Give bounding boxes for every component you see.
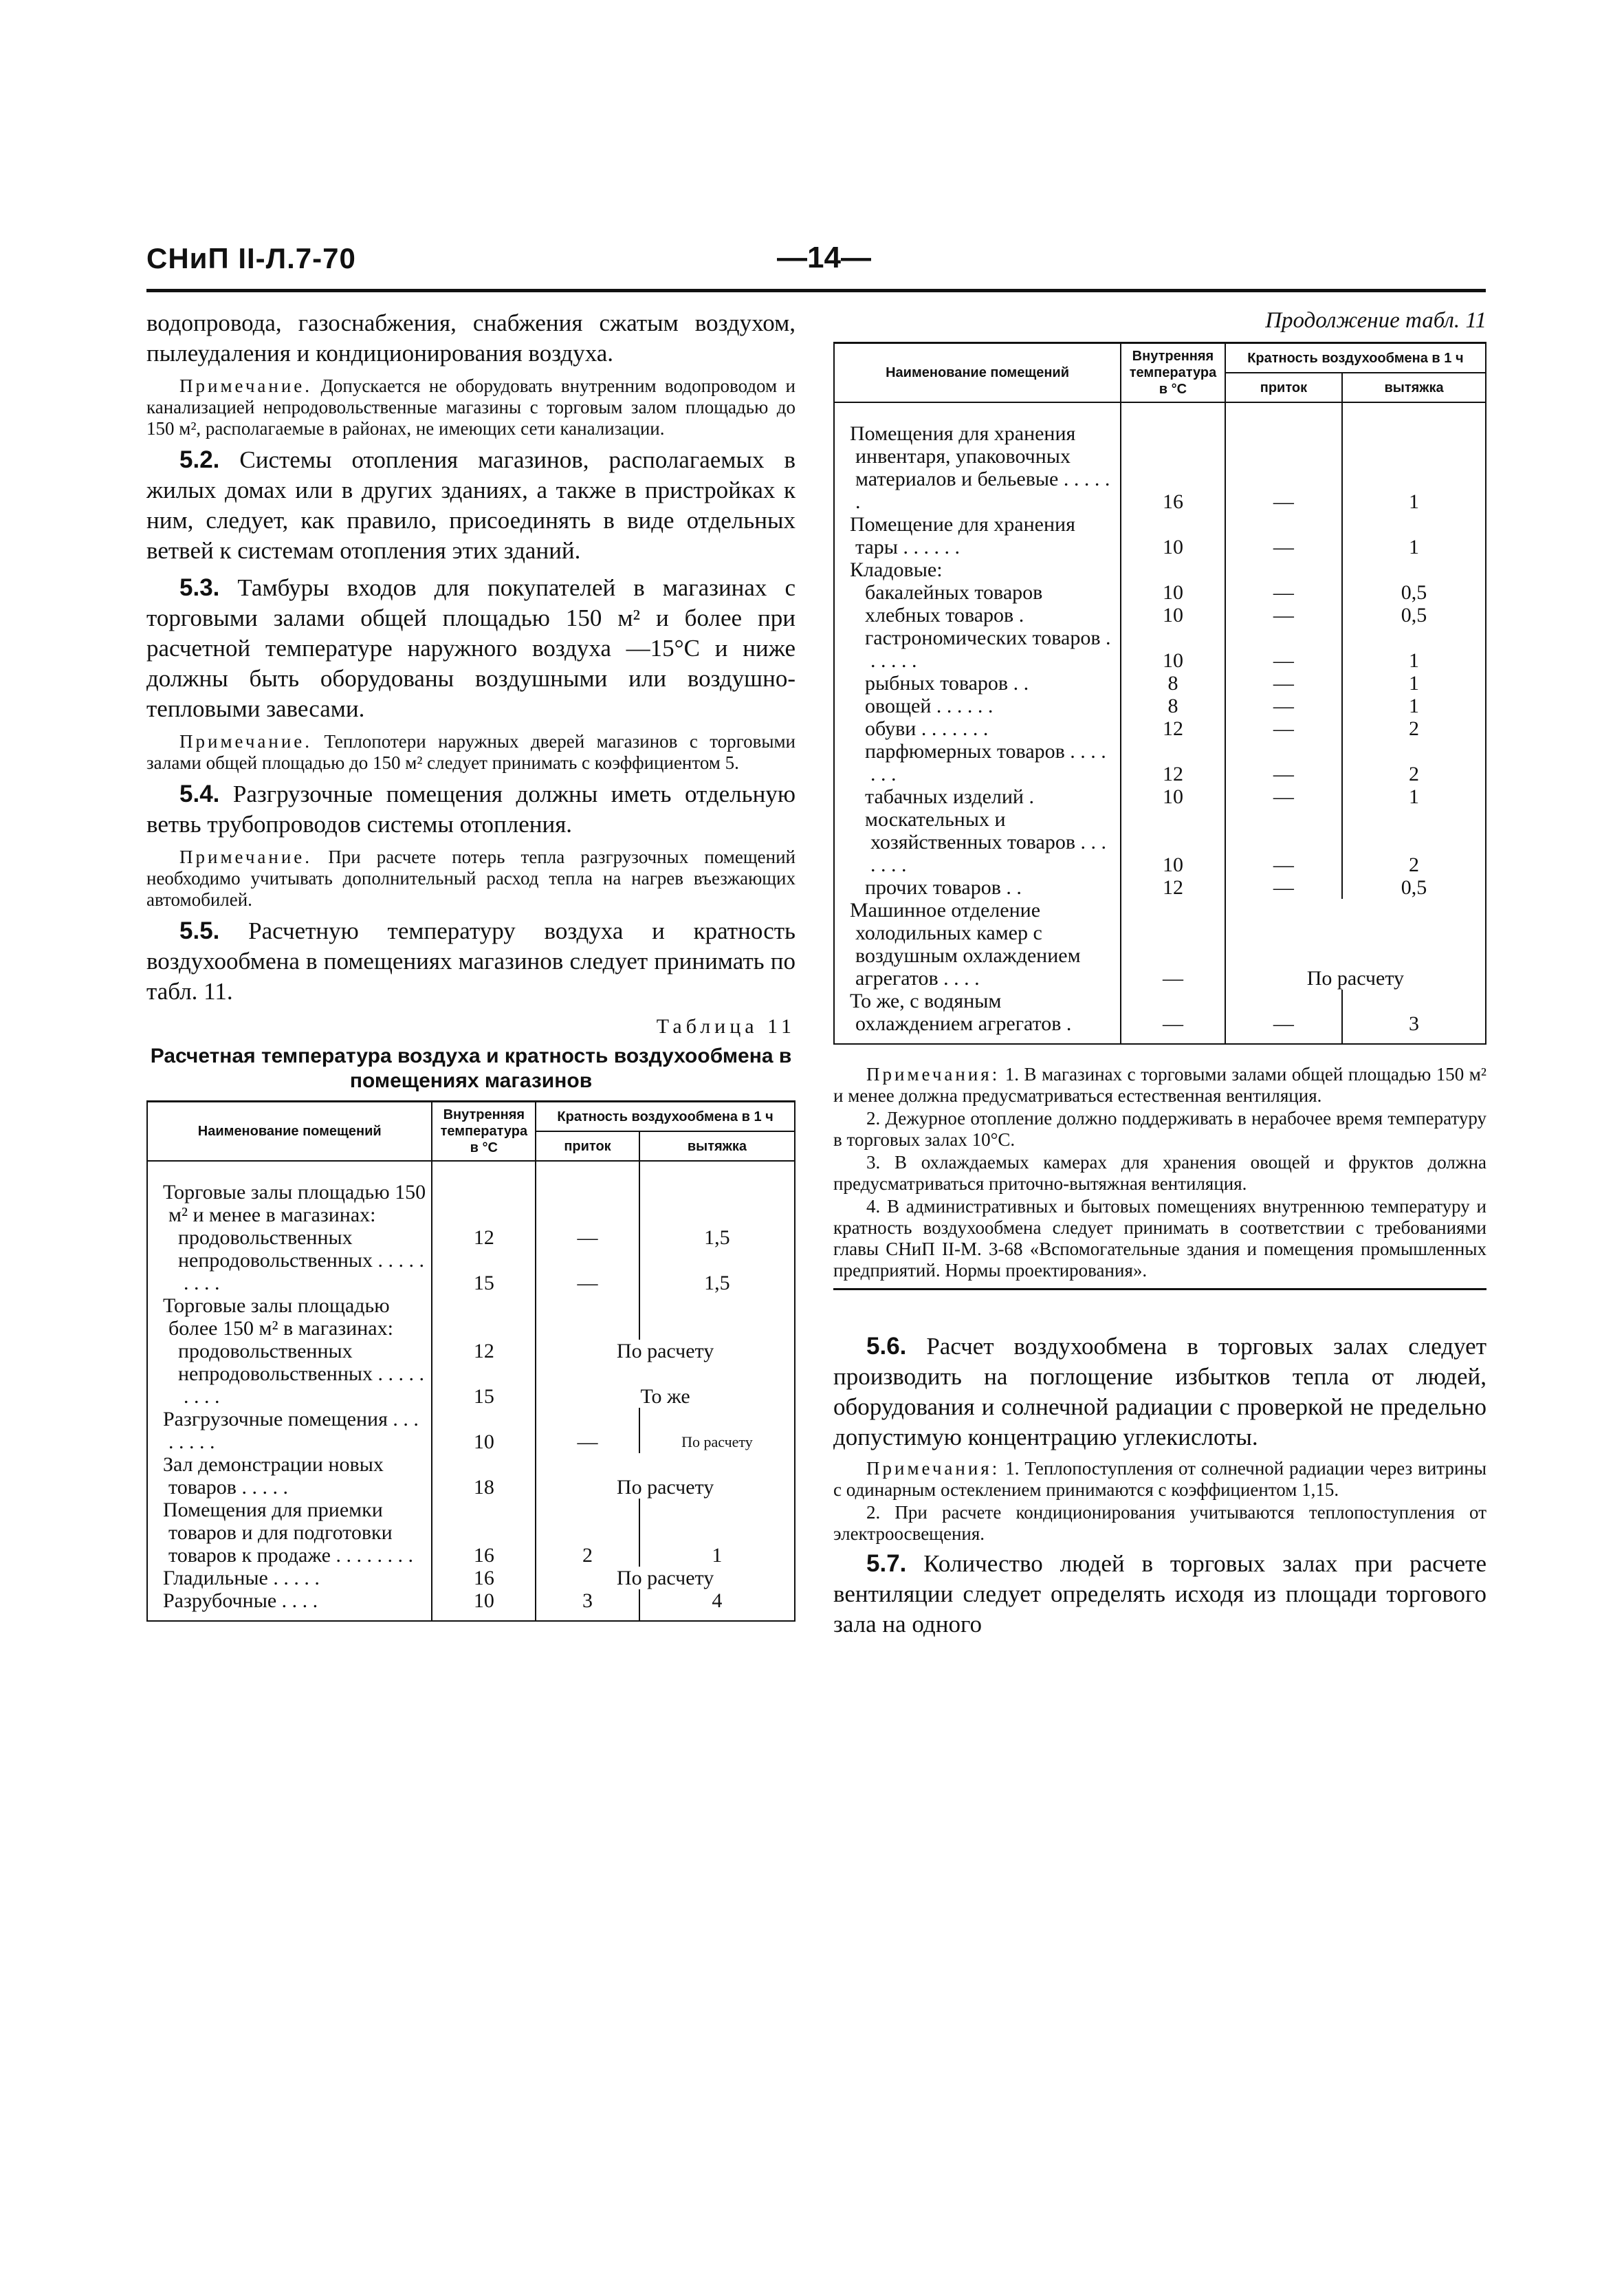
supply-cell: — — [1225, 513, 1342, 558]
col-header-name: Наименование помещений — [147, 1102, 432, 1162]
section-5-3 — [146, 573, 795, 724]
room-name: То же, с водяным охлаждением агрегатов . — [834, 990, 1121, 1044]
temperature-cell: 12 — [432, 1340, 536, 1362]
exhaust-cell: 4 — [639, 1589, 795, 1621]
section-5-4 — [146, 779, 795, 840]
table-row — [834, 785, 1486, 808]
room-name: непродовольственных . . . . . . . . . — [147, 1249, 432, 1294]
table-row — [147, 1453, 795, 1499]
temperature-cell: 16 — [432, 1567, 536, 1589]
supply-cell: — — [1225, 672, 1342, 695]
room-name: Торговые залы площадью более 150 м² в магазинах: — [147, 1294, 432, 1340]
section-5-7 — [833, 1549, 1486, 1640]
table-row — [147, 1226, 795, 1249]
supply-cell: — — [1225, 717, 1342, 740]
room-name: овощей . . . . . . — [834, 695, 1121, 717]
note-text: Теплопотери наружных дверей магазинов с торговыми залами общей площадью до 150 м² следует принимать с коэффициентом 5. — [146, 731, 795, 773]
col-header-supply: приток — [536, 1131, 639, 1161]
note-text: При расчете потерь тепла разгрузочных помещений необходимо учитывать дополнительный расход тепла на нагрев въезжающих автомобилей. — [146, 847, 795, 910]
exhaust-cell: 1,5 — [639, 1226, 795, 1249]
room-name: хлебных товаров . — [834, 604, 1121, 627]
supply-cell: — — [1225, 581, 1342, 604]
supply-cell: — — [1225, 808, 1342, 876]
exhaust-cell: 2 — [1342, 740, 1486, 785]
room-name: Торговые залы площадью 150 м² и менее в магазинах: — [147, 1161, 432, 1226]
supply-cell: — — [1225, 740, 1342, 785]
temperature-cell: 12 — [432, 1226, 536, 1249]
table-row — [834, 604, 1486, 627]
table-11-part-2 — [833, 342, 1486, 1045]
supply-cell: — — [1225, 402, 1342, 513]
temperature-cell: 10 — [1121, 808, 1225, 876]
table-note-3: 3. В охлаждаемых камерах для хранения овощей и фруктов должна предусматриваться приточно-вытяжная вентиляция. — [833, 1152, 1486, 1194]
exhaust-cell — [1342, 558, 1486, 581]
table-row — [834, 717, 1486, 740]
header-rule — [146, 289, 1486, 292]
note-label: Примечание. — [179, 847, 313, 867]
section-number: 5.3. — [179, 574, 220, 601]
col-header-rate: Кратность воздухообмена в 1 ч — [1225, 343, 1486, 373]
temperature-cell: — — [1121, 990, 1225, 1044]
supply-cell: — — [1225, 604, 1342, 627]
note-5-3 — [146, 731, 795, 774]
exhaust-cell: 1 — [1342, 695, 1486, 717]
section-text: Системы отопления магазинов, располагаемых в жилых домах или в других зданиях, а также в пристройках к ним, следует, как правило, присоединять в виде отдельных ветвей к системам отопления этих зданий. — [146, 446, 795, 564]
supply-cell: — — [536, 1408, 639, 1453]
table-row — [147, 1249, 795, 1294]
room-name: продовольственных — [147, 1226, 432, 1249]
room-name: Кладовые: — [834, 558, 1121, 581]
temperature-cell: 10 — [1121, 604, 1225, 627]
temperature-cell — [1121, 558, 1225, 581]
table-row — [147, 1589, 795, 1621]
exhaust-cell: 1,5 — [639, 1249, 795, 1294]
col-header-temp: Внутренняя температура в °С — [432, 1102, 536, 1162]
table-row — [147, 1161, 795, 1226]
table-11-part-1-body — [147, 1161, 795, 1621]
note-text: 1. Теплопоступления от солнечной радиации через витрины с одинарным остеклением принимаются с коэффициентом 1,15. — [833, 1458, 1486, 1500]
exhaust-cell: 1 — [1342, 672, 1486, 695]
col-header-temp: Внутренняя температура в °С — [1121, 343, 1225, 403]
room-name: бакалейных товаров — [834, 581, 1121, 604]
air-exchange-cell: По расчету — [536, 1453, 795, 1499]
temperature-cell: 16 — [1121, 402, 1225, 513]
exhaust-cell: 1 — [1342, 627, 1486, 672]
table-note-1 — [833, 1064, 1486, 1107]
air-exchange-cell: По расчету — [536, 1340, 795, 1362]
table-row — [834, 627, 1486, 672]
temperature-cell — [432, 1294, 536, 1340]
air-exchange-cell: То же — [536, 1362, 795, 1408]
exhaust-cell — [639, 1294, 795, 1340]
section-5-5 — [146, 916, 795, 1007]
temperature-cell: — — [1121, 899, 1225, 990]
col-header-supply: приток — [1225, 373, 1342, 402]
section-text: Расчет воздухообмена в торговых залах следует производить на поглощение избытков тепла от людей, оборудования и солнечной радиации с проверкой не предельно допустимую концентрацию углекислоты. — [833, 1333, 1486, 1450]
room-name: Помещение для хранения тары . . . . . . — [834, 513, 1121, 558]
table-row — [834, 672, 1486, 695]
supply-cell: — — [1225, 876, 1342, 899]
note-text: Допускается не оборудовать внутренним водопроводом и канализацией непродовольственные магазины с торговым залом площадью до 150 м², располагаемые в районах, не имеющих сети канализации. — [146, 375, 795, 439]
exhaust-cell: 1 — [639, 1499, 795, 1567]
supply-cell: — — [1225, 990, 1342, 1044]
exhaust-cell: 3 — [1342, 990, 1486, 1044]
air-exchange-cell: По расчету — [1225, 899, 1486, 990]
section-5-2 — [146, 445, 795, 566]
temperature-cell: 10 — [432, 1408, 536, 1453]
section-number: 5.2. — [179, 446, 220, 473]
table-row — [147, 1567, 795, 1589]
exhaust-cell: 0,5 — [1342, 876, 1486, 899]
note-5-1 — [146, 375, 795, 439]
section-number: 5.4. — [179, 781, 220, 807]
temperature-cell: 18 — [432, 1453, 536, 1499]
table-11-part-1 — [146, 1100, 795, 1622]
exhaust-cell: 1 — [1342, 402, 1486, 513]
col-header-exhaust: вытяжка — [1342, 373, 1486, 402]
note-5-6-2: 2. При расчете кондиционирования учитываются теплопоступления от электроосвещения. — [833, 1502, 1486, 1544]
exhaust-cell: По расчету — [639, 1408, 795, 1453]
temperature-cell: 10 — [1121, 785, 1225, 808]
table-row — [834, 808, 1486, 876]
room-name: парфюмерных товаров . . . . . . . — [834, 740, 1121, 785]
room-name: Помещения для хранения инвентаря, упаковочных материалов и бельевые . . . . . . — [834, 402, 1121, 513]
table-row — [834, 740, 1486, 785]
table-row — [834, 695, 1486, 717]
notes-label: Примечания: — [866, 1458, 1000, 1479]
temperature-cell: 12 — [1121, 876, 1225, 899]
temperature-cell: 10 — [1121, 627, 1225, 672]
temperature-cell: 15 — [432, 1249, 536, 1294]
table-note-2: 2. Дежурное отопление должно поддерживать в нерабочее время температуру в торговых залах 10°С. — [833, 1108, 1486, 1150]
table-row — [834, 876, 1486, 899]
supply-cell: — — [536, 1226, 639, 1249]
exhaust-cell: 0,5 — [1342, 604, 1486, 627]
temperature-cell: 10 — [1121, 581, 1225, 604]
exhaust-cell: 1 — [1342, 513, 1486, 558]
table-row — [834, 581, 1486, 604]
table-row — [147, 1340, 795, 1362]
temperature-cell: 12 — [1121, 740, 1225, 785]
table-notes — [833, 1064, 1486, 1290]
table-row — [834, 899, 1486, 990]
supply-cell — [536, 1294, 639, 1340]
room-name: Зал демонстрации новых товаров . . . . . — [147, 1453, 432, 1499]
table-caption: Таблица 11 — [656, 1015, 795, 1038]
table-row — [834, 990, 1486, 1044]
section-5-6 — [833, 1331, 1486, 1452]
notes-label: Примечания: — [866, 1064, 1000, 1085]
document-code: СНиП II-Л.7-70 — [146, 242, 356, 274]
table-11-part-2-body — [834, 402, 1486, 1044]
table-row — [834, 558, 1486, 581]
supply-cell: — — [1225, 785, 1342, 808]
supply-cell: — — [1225, 627, 1342, 672]
section-text: Разгрузочные помещения должны иметь отдельную ветвь трубопроводов системы отопления. — [146, 781, 795, 838]
col-header-exhaust: вытяжка — [639, 1131, 795, 1161]
exhaust-cell: 2 — [1342, 717, 1486, 740]
col-header-rate: Кратность воздухообмена в 1 ч — [536, 1102, 795, 1132]
room-name: гастрономических товаров . . . . . . — [834, 627, 1121, 672]
table-continuation-caption: Продолжение табл. 11 — [1265, 308, 1486, 333]
supply-cell: 2 — [536, 1499, 639, 1567]
temperature-cell: 8 — [1121, 672, 1225, 695]
exhaust-cell — [639, 1161, 795, 1226]
temperature-cell — [432, 1161, 536, 1226]
room-name: Помещения для приемки товаров и для подготовки товаров к продаже . . . . . . . . — [147, 1499, 432, 1567]
section-5-6-notes — [833, 1458, 1486, 1545]
room-name: Разрубочные . . . . — [147, 1589, 432, 1621]
exhaust-cell: 2 — [1342, 808, 1486, 876]
exhaust-cell: 1 — [1342, 785, 1486, 808]
table-row — [834, 402, 1486, 513]
supply-cell — [536, 1161, 639, 1226]
section-text: Тамбуры входов для покупателей в магазинах с торговыми залами общей площадью 150 м² и более при расчетной температуре наружного воздуха —15°С и ниже должны быть оборудованы воздушными или воздушно-тепловыми завесами. — [146, 574, 795, 722]
note-label: Примечание. — [179, 375, 313, 396]
temperature-cell: 8 — [1121, 695, 1225, 717]
table-row — [147, 1362, 795, 1408]
section-number: 5.6. — [866, 1333, 907, 1360]
table-title: Расчетная температура воздуха и кратность воздухообмена в помещениях магазинов — [150, 1045, 792, 1092]
temperature-cell: 10 — [1121, 513, 1225, 558]
supply-cell — [1225, 558, 1342, 581]
table-row — [834, 513, 1486, 558]
room-name: табачных изделий . — [834, 785, 1121, 808]
note-5-6-1 — [833, 1458, 1486, 1501]
temperature-cell: 15 — [432, 1362, 536, 1408]
supply-cell: — — [536, 1249, 639, 1294]
table-row — [147, 1408, 795, 1453]
page-number: —14— — [777, 241, 871, 274]
exhaust-cell: 0,5 — [1342, 581, 1486, 604]
table-note-4: 4. В административных и бытовых помещениях внутреннюю температуру и кратность воздухообмена следует принимать в соответствии с требованиями главы СНиП II-М. 3-68 «Вспомогательные здания и помещения промышленных предприятий. Нормы проектирования». — [833, 1196, 1486, 1281]
room-name: Машинное отделение холодильных камер с воздушным охлаждением агрегатов . . . . — [834, 899, 1121, 990]
note-label: Примечание. — [179, 731, 313, 752]
left-column — [146, 308, 795, 1622]
note-5-4 — [146, 847, 795, 911]
section-text: Расчетную температуру воздуха и кратность воздухообмена в помещениях магазинов следует принимать по табл. 11. — [146, 917, 795, 1005]
temperature-cell: 12 — [1121, 717, 1225, 740]
room-name: рыбных товаров . . — [834, 672, 1121, 695]
room-name: москательных и хозяйственных товаров . . . . . . . — [834, 808, 1121, 876]
table-row — [147, 1294, 795, 1340]
room-name: Гладильные . . . . . — [147, 1567, 432, 1589]
supply-cell: 3 — [536, 1589, 639, 1621]
room-name: Разгрузочные помещения . . . . . . . . — [147, 1408, 432, 1453]
note-text: 1. В магазинах с торговыми залами общей площадью 150 м² и менее должна предусматриваться естественная вентиляция. — [833, 1064, 1486, 1106]
right-column — [833, 308, 1486, 1640]
col-header-name: Наименование помещений — [834, 343, 1121, 403]
room-name: продовольственных — [147, 1340, 432, 1362]
intro-paragraph: водопровода, газоснабжения, снабжения сжатым воздухом, пылеудаления и кондиционирования воздуха. — [146, 309, 795, 367]
room-name: прочих товаров . . — [834, 876, 1121, 899]
room-name: непродовольственных . . . . . . . . . — [147, 1362, 432, 1408]
section-text: Количество людей в торговых залах при расчете вентиляции следует определять исходя из площади торгового зала на одного — [833, 1550, 1486, 1637]
section-number: 5.7. — [866, 1550, 907, 1577]
air-exchange-cell: По расчету — [536, 1567, 795, 1589]
table-row — [147, 1499, 795, 1567]
supply-cell: — — [1225, 695, 1342, 717]
temperature-cell: 16 — [432, 1499, 536, 1567]
room-name: обуви . . . . . . . — [834, 717, 1121, 740]
temperature-cell: 10 — [432, 1589, 536, 1621]
section-number: 5.5. — [179, 917, 220, 944]
